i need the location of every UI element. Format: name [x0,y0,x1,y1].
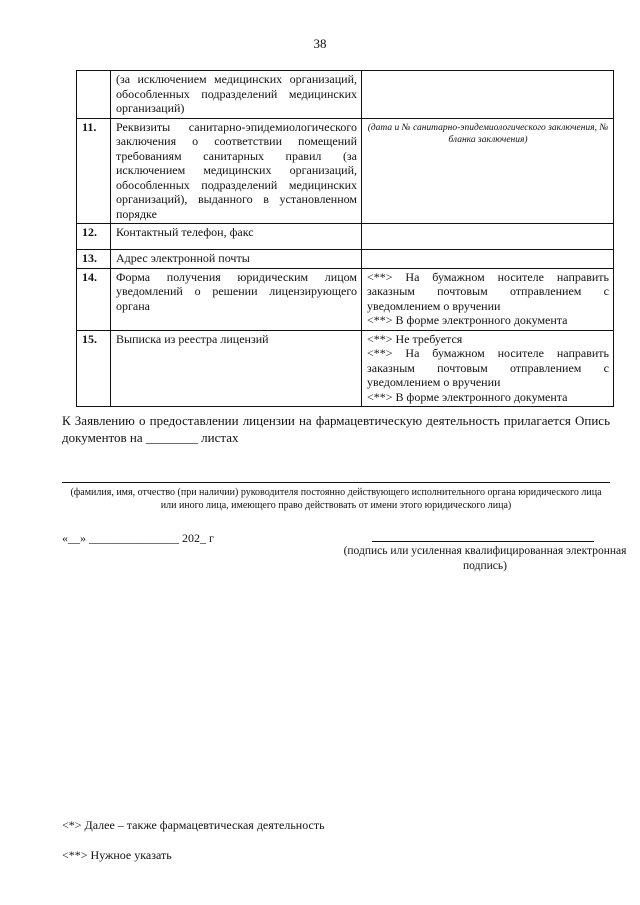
table-row [77,250,614,269]
attachment-statement: К Заявлению о предоставлении лицензии на фармацевтическую деятельность прилагается Опись документов на ________ листах [62,413,610,445]
footnote: <*> Далее – также фармацевтическая деятельность [62,818,325,832]
row-label: Контактный телефон, факс [111,224,362,250]
row-value [362,224,614,250]
row-label: Форма получения юридическим лицом уведомлений о решении лицензирующего органа [111,268,362,330]
signature-line [62,482,610,483]
row-number [77,71,111,119]
option-text: <**> На бумажном носителе направить заказным почтовым отправлением с уведомлением о вручении [367,346,609,389]
row-number: 15. [77,330,111,407]
row-value [362,118,614,224]
row-label: Реквизиты санитарно-эпидемиологического заключения о соответствии помещений требованиям санитарных правил (за исключением медицинских организаций, обособленных подразделений медицинских организаций), выданного в установленном порядке [111,118,362,224]
row-value [362,250,614,269]
page-number: 38 [313,36,327,51]
row-value [362,71,614,119]
option-text: <**> В форме электронного документа [367,389,568,404]
application-form-table [76,70,614,407]
option-text: <**> В форме электронного документа [367,313,568,327]
option-text: <**> Не требуется [367,331,463,346]
date-line: «__» _______________ 202_ г [62,531,214,545]
row-label: Адрес электронной почты [111,250,362,269]
row-number: 11. [77,118,111,224]
sign-caption: (подпись или усиленная квалифицированная электронная подпись) [343,545,627,572]
table-row [77,330,614,407]
row-label: Выписка из реестра лицензий [111,330,362,407]
sign-underline [372,541,594,542]
row-number: 14. [77,268,111,330]
table-row [77,224,614,250]
row-number: 12. [77,224,111,250]
signature-caption: (фамилия, имя, отчество (при наличии) руководителя постоянно действующего исполнительного органа юридического лица или иного лица, имеющего право действовать от имени этого юридического лица) [70,487,602,511]
row-label: (за исключением медицинских организаций, обособленных подразделений медицинских организаций) [111,71,362,119]
table-row [77,268,614,330]
field-hint: (дата и № санитарно-эпидемиологического заключения, № бланка заключения) [367,122,609,145]
table-row [77,118,614,224]
table-row [77,71,614,119]
row-value [362,330,614,407]
row-number: 13. [77,250,111,269]
footnote: <**> Нужное указать [62,848,172,862]
row-value [362,268,614,330]
option-text: <**> На бумажном носителе направить заказным почтовым отправлением с уведомлением о вручении [367,269,609,313]
